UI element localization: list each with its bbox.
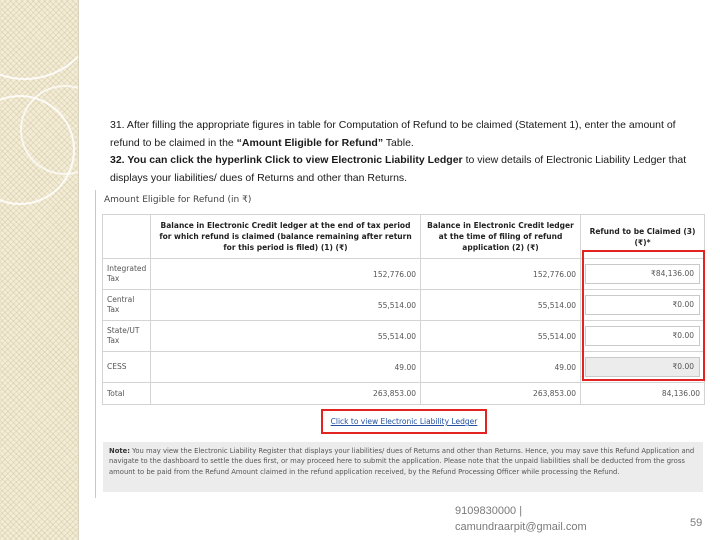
- total-credit-balance-end-period: 263,853.00: [151, 383, 421, 405]
- refund-amount-input[interactable]: ₹0.00: [585, 326, 700, 346]
- ledger-link-highlight: [321, 409, 487, 434]
- row-label: Central Tax: [103, 290, 151, 321]
- row-label: Integrated Tax: [103, 259, 151, 290]
- credit-balance-end-period: 49.00: [151, 352, 421, 383]
- credit-balance-filing: 55,514.00: [421, 290, 581, 321]
- decorative-circle: [0, 0, 78, 80]
- footer-phone: 9109830000 |: [455, 505, 523, 517]
- instruction-32: 32. You can click the hyperlink Click to view Electronic Liability Ledger to view details of Electronic Liability Ledger that displays your liabilities/ dues of Returns and other than Returns.: [110, 154, 687, 184]
- column-header: Refund to be Claimed (3) (₹)*: [581, 215, 705, 259]
- refund-amount-input[interactable]: ₹84,136.00: [585, 264, 700, 284]
- total-credit-balance-filing: 263,853.00: [421, 383, 581, 405]
- row-label: State/UT Tax: [103, 321, 151, 352]
- column-header: Balance in Electronic Credit ledger at the end of tax period for which refund is claimed (balance remaining after return for this period is filed) (1) (₹): [151, 215, 421, 259]
- row-label: CESS: [103, 352, 151, 383]
- credit-balance-end-period: 55,514.00: [151, 290, 421, 321]
- total-refund: 84,136.00: [581, 383, 705, 405]
- refund-amount-input[interactable]: ₹0.00: [585, 295, 700, 315]
- refund-amount-input[interactable]: ₹0.00: [585, 357, 700, 377]
- column-header: Balance in Electronic Credit ledger at the time of filing of refund application (2) (₹): [421, 215, 581, 259]
- credit-balance-filing: 152,776.00: [421, 259, 581, 290]
- panel-title: Amount Eligible for Refund (in ₹): [104, 195, 252, 205]
- instruction-31: 31. After filling the appropriate figures in table for Computation of Refund to be claimed (Statement 1), enter the amount of refund to be claimed in the “Amount Eligible for Refund” Table.: [110, 119, 676, 149]
- credit-balance-filing: 49.00: [421, 352, 581, 383]
- view-liability-ledger-link[interactable]: Click to view Electronic Liability Ledger: [330, 417, 478, 426]
- refund-column-highlight: [582, 250, 705, 381]
- footer-contact: [455, 503, 587, 535]
- row-label: Total: [103, 383, 151, 405]
- credit-balance-end-period: 152,776.00: [151, 259, 421, 290]
- footer-email: camundraarpit@gmail.com: [455, 521, 587, 533]
- side-divider: [78, 0, 79, 540]
- credit-balance-end-period: 55,514.00: [151, 321, 421, 352]
- credit-balance-filing: 55,514.00: [421, 321, 581, 352]
- note-label: Note:: [109, 447, 130, 455]
- decorative-side-strip: [0, 0, 78, 540]
- note-box: [103, 442, 703, 492]
- column-header: [103, 215, 151, 259]
- page-number: 59: [690, 517, 703, 529]
- total-row: [103, 383, 705, 405]
- note-text: You may view the Electronic Liability Register that displays your liabilities/ dues of Returns and other than Returns. Hence, you may save this Refund Application and navigate to the dashboard to settle the dues first, or may proceed here to submit the application. Please note that the unpaid liabilities shall be deducted from the gross amount to be paid from the Refund Amount claimed in the refund application received, by the Refund Processing Officer while processing the Refund.: [109, 447, 695, 476]
- instruction-text: [110, 117, 700, 187]
